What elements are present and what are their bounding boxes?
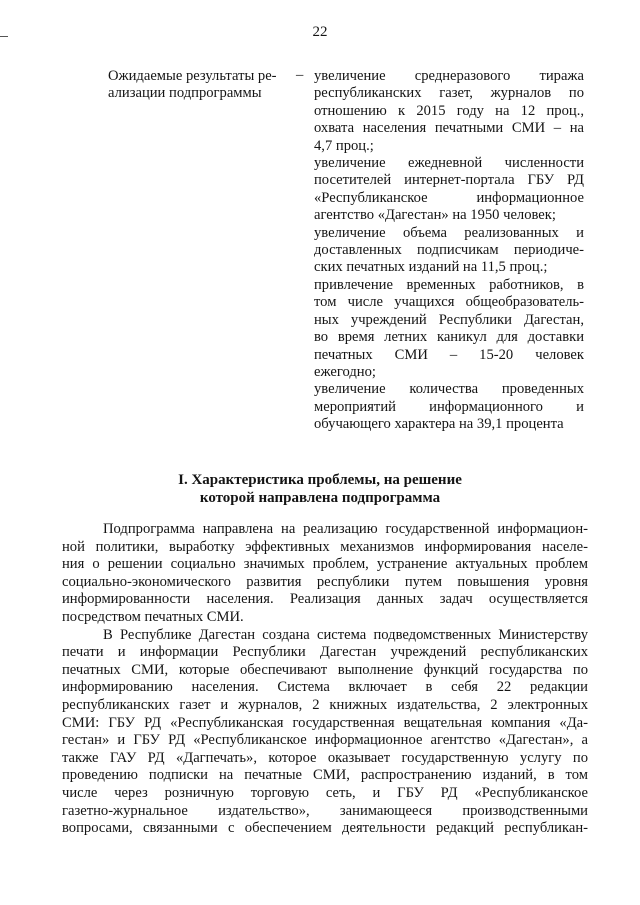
- result-line: том числе учащихся общеобразователь-: [314, 294, 584, 311]
- expected-results-list: [314, 68, 584, 434]
- paragraph-line: гестан» и ГБУ РД «Республиканское информационное агентство «Дагестан», а: [62, 732, 588, 749]
- page-number: 22: [312, 24, 328, 40]
- result-item: [314, 225, 584, 277]
- expected-results-label: [108, 68, 293, 103]
- result-line: увеличение объема реализованных и: [314, 224, 584, 241]
- body-text: [62, 521, 588, 838]
- result-line: во время летних каникул для доставки: [314, 329, 584, 346]
- label-dash: –: [296, 67, 304, 83]
- paragraph-line: ной политики, выработку эффективных механизмов информирования населе-: [62, 538, 588, 555]
- paragraph-line: СМИ: ГБУ РД «Республиканская государственная вещательная компания «Да-: [62, 714, 588, 731]
- label-line: Ожидаемые результаты ре-: [108, 68, 277, 84]
- result-line: 4,7 проц.;: [314, 137, 374, 154]
- result-item: [314, 277, 584, 381]
- paragraph-line: информированности населения. Реализация данных задач осуществляется: [62, 591, 588, 608]
- paragraph-line: числе через розничную торговую сеть, и ГБУ РД «Республиканское: [62, 784, 588, 801]
- result-line: республиканских газет, журналов по: [314, 85, 584, 102]
- section-heading: [0, 472, 640, 508]
- result-line: ежегодно;: [314, 363, 376, 380]
- section-heading-line: I. Характеристика проблемы, на решение: [178, 472, 462, 488]
- result-line: печатных СМИ – 15-20 человек: [314, 346, 584, 363]
- result-item: [314, 155, 584, 225]
- paragraph: [62, 521, 588, 627]
- paragraph-line: проведению подписки на печатные СМИ, распространению изданий, в том: [62, 767, 588, 784]
- result-line: охвата населения печатными СМИ – на: [314, 120, 584, 137]
- paragraph-line: печатных СМИ, которые обеспечивают выполнение функций государства по: [62, 661, 588, 678]
- result-line: ных учреждений Республики Дагестан,: [314, 311, 584, 328]
- result-item: [314, 381, 584, 433]
- result-line: посетителей интернет-портала ГБУ РД: [314, 172, 584, 189]
- result-item: [314, 68, 584, 155]
- paragraph-line: также ГАУ РД «Дагпечать», которое оказывает государственную услугу по: [62, 749, 588, 766]
- paragraph-line: газетно-журнальное издательство», занимающееся производственными: [62, 802, 588, 819]
- result-line: привлечение временных работников, в: [314, 276, 584, 293]
- section-heading-line: которой направлена подпрограмма: [199, 489, 441, 506]
- result-line: ских печатных изданий на 11,5 проц.;: [314, 259, 548, 276]
- result-line: отношению к 2015 году на 12 проц.,: [314, 102, 584, 119]
- result-line: доставленных подписчикам периодиче-: [314, 242, 584, 259]
- paragraph-line: информированию населения. Система включает в себя 22 редакции: [62, 679, 588, 696]
- result-line: увеличение ежедневной численности: [314, 155, 584, 172]
- result-line: «Республиканское информационное: [314, 189, 584, 206]
- paragraph-line: В Республике Дагестан создана система подведомственных Министерству: [103, 626, 588, 643]
- paragraph-line: социально-экономического развития республики путем повышения уровня: [62, 573, 588, 590]
- label-line: ализации подпрограммы: [108, 85, 262, 102]
- paragraph-line: Подпрограмма направлена на реализацию государственной информацион-: [103, 521, 588, 537]
- result-line: мероприятий информационного и: [314, 398, 584, 415]
- paragraph-line: печати и информации Республики Дагестан учреждений республиканских: [62, 644, 588, 661]
- paragraph-line: республиканских газет и журналов, 2 книжных издательства, 2 электронных: [62, 696, 588, 713]
- paragraph-line: вопросами, связанными с обеспечением деятельности редакций республикан-: [62, 820, 588, 837]
- result-line: обучающего характера на 39,1 процента: [314, 416, 564, 433]
- result-line: агентство «Дагестан» на 1950 человек;: [314, 207, 556, 224]
- paragraph-line: посредством печатных СМИ.: [62, 608, 244, 625]
- result-line: увеличение количества проведенных: [314, 381, 584, 398]
- paragraph-line: ния о решении социально значимых проблем, устранение актуальных проблем: [62, 556, 588, 573]
- result-line: увеличение среднеразового тиража: [314, 68, 584, 84]
- paragraph: [62, 627, 588, 838]
